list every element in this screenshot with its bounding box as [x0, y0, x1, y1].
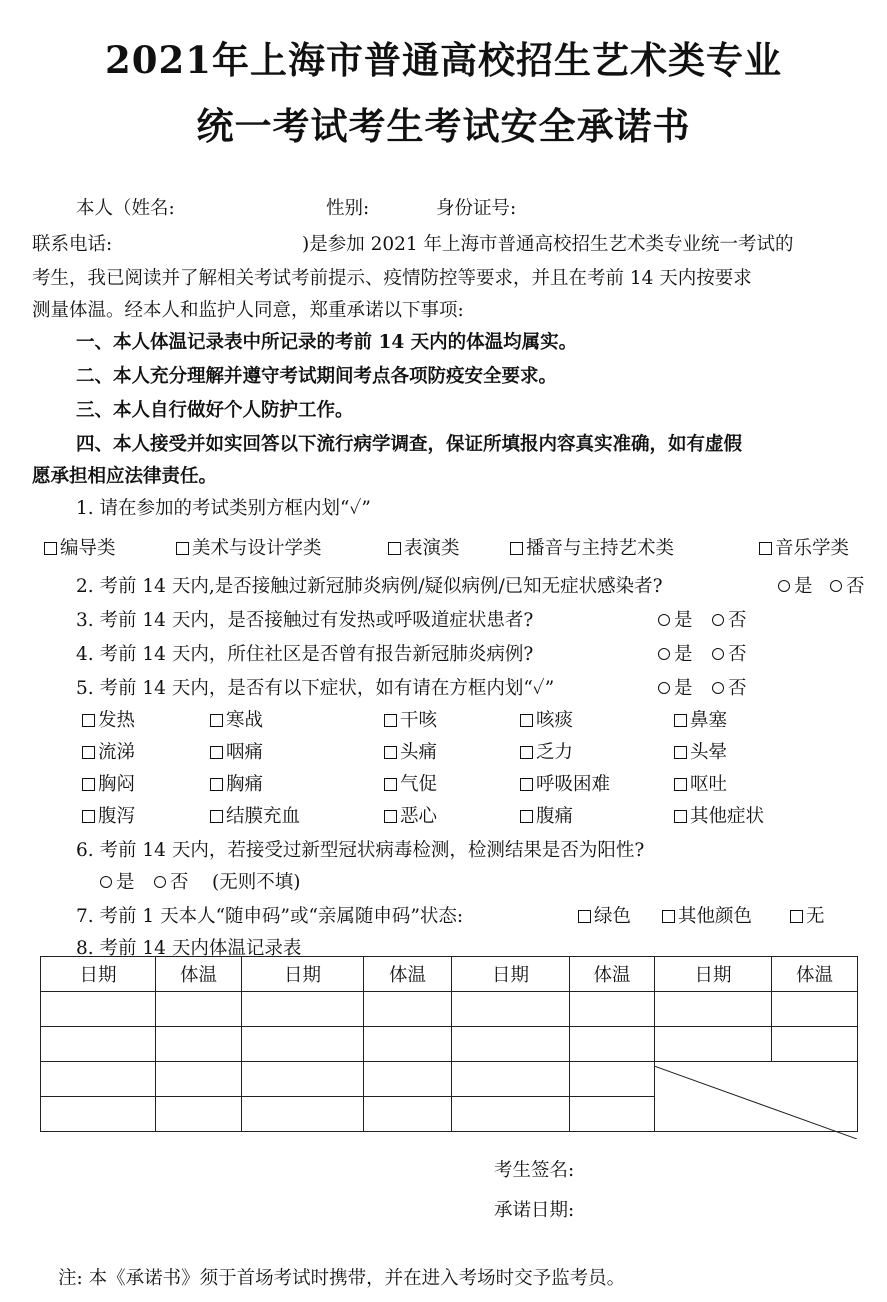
table-cell[interactable] [452, 1062, 570, 1097]
checkbox-icon[interactable] [674, 778, 687, 791]
checkbox-icon[interactable] [44, 542, 57, 555]
intro-line-2: )是参加 2021 年上海市普通高校招生艺术类专业统一考试的 [302, 234, 794, 255]
radio-icon[interactable] [658, 682, 670, 694]
table-cell[interactable] [655, 992, 772, 1027]
checkbox-icon[interactable] [520, 778, 533, 791]
symptom-option[interactable]: 乏力 [520, 738, 573, 764]
table-cell[interactable] [452, 1027, 570, 1062]
checkbox-icon[interactable] [674, 746, 687, 759]
checkbox-icon[interactable] [520, 714, 533, 727]
table-row [41, 1027, 858, 1062]
table-cell[interactable] [452, 1097, 570, 1132]
col-header-temp: 体温 [364, 957, 452, 992]
symptom-option[interactable]: 结膜充血 [210, 802, 300, 828]
checkbox-icon[interactable] [520, 746, 533, 759]
table-cell[interactable] [156, 1062, 242, 1097]
col-header-date: 日期 [452, 957, 570, 992]
health-code-option[interactable]: 其他颜色 [662, 902, 752, 928]
checkbox-icon[interactable] [82, 810, 95, 823]
q4-yes-option[interactable]: 是 [658, 640, 693, 666]
checkbox-icon[interactable] [520, 810, 533, 823]
symptom-option[interactable]: 发热 [82, 706, 135, 732]
radio-icon[interactable] [830, 580, 842, 592]
checkbox-icon[interactable] [790, 910, 803, 923]
col-header-temp: 体温 [772, 957, 858, 992]
checkbox-icon[interactable] [759, 542, 772, 555]
table-cell[interactable] [772, 1027, 858, 1062]
col-header-date: 日期 [242, 957, 364, 992]
symptom-option[interactable]: 头晕 [674, 738, 727, 764]
checkbox-icon[interactable] [384, 810, 397, 823]
table-cell[interactable] [364, 992, 452, 1027]
question-3: 3. 考前 14 天内，是否接触过有发热或呼吸道症状患者? [76, 610, 534, 631]
q6-no-option[interactable]: 否 [154, 868, 189, 894]
symptom-option[interactable]: 恶心 [384, 802, 437, 828]
radio-icon[interactable] [658, 648, 670, 660]
table-cell[interactable] [570, 1027, 655, 1062]
table-cell[interactable] [41, 992, 156, 1027]
radio-icon[interactable] [712, 648, 724, 660]
radio-icon[interactable] [712, 614, 724, 626]
symptom-option[interactable]: 寒战 [210, 706, 263, 732]
q3-no-option[interactable]: 否 [712, 606, 747, 632]
intro-line-4: 测量体温。经本人和监护人同意，郑重承诺以下事项: [32, 300, 464, 321]
radio-icon[interactable] [154, 876, 166, 888]
q2-no-option[interactable]: 否 [830, 572, 865, 598]
title-line-1: 2021年上海市普通高校招生艺术类专业 [105, 38, 782, 82]
table-cell[interactable] [41, 1062, 156, 1097]
pledge-3: 三、本人自行做好个人防护工作。 [76, 400, 354, 421]
radio-icon[interactable] [778, 580, 790, 592]
symptom-option[interactable]: 腹泻 [82, 802, 135, 828]
checkbox-icon[interactable] [674, 810, 687, 823]
checkbox-icon[interactable] [384, 778, 397, 791]
table-cell[interactable] [156, 1027, 242, 1062]
question-6: 6. 考前 14 天内，若接受过新型冠状病毒检测，检测结果是否为阳性? [76, 840, 645, 861]
pledge-4: 四、本人接受并如实回答以下流行病学调查，保证所填报内容真实准确，如有虚假 [76, 434, 743, 455]
col-header-date: 日期 [41, 957, 156, 992]
table-cell[interactable] [242, 992, 364, 1027]
question-5: 5. 考前 14 天内，是否有以下症状，如有请在方框内划“✓” [76, 678, 555, 699]
symptom-option[interactable]: 其他症状 [674, 802, 764, 828]
checkbox-icon[interactable] [210, 714, 223, 727]
question-4: 4. 考前 14 天内，所住社区是否曾有报告新冠肺炎病例? [76, 644, 534, 665]
q4-no-option[interactable]: 否 [712, 640, 747, 666]
table-cell[interactable] [242, 1062, 364, 1097]
health-code-option[interactable]: 绿色 [578, 902, 631, 928]
table-cell[interactable] [242, 1027, 364, 1062]
col-header-temp: 体温 [570, 957, 655, 992]
checkbox-icon[interactable] [82, 714, 95, 727]
checkbox-icon[interactable] [210, 746, 223, 759]
symptom-option[interactable]: 腹痛 [520, 802, 573, 828]
table-cell[interactable] [364, 1097, 452, 1132]
q6-yes-option[interactable]: 是 [100, 868, 135, 894]
signature-label: 考生签名: [494, 1160, 575, 1181]
q5-no-option[interactable]: 否 [712, 674, 747, 700]
pledge-date-label: 承诺日期: [494, 1200, 575, 1221]
symptom-option[interactable]: 呼吸困难 [520, 770, 610, 796]
pledge-4-cont: 愿承担相应法律责任。 [32, 466, 218, 487]
symptom-option[interactable]: 呕吐 [674, 770, 727, 796]
pledge-2: 二、本人充分理解并遵守考试期间考点各项防疫安全要求。 [76, 366, 558, 387]
table-row [41, 992, 858, 1027]
id-number-label: 身份证号: [436, 198, 517, 219]
table-cell[interactable] [41, 1097, 156, 1132]
symptom-option[interactable]: 鼻塞 [674, 706, 727, 732]
phone-label: 联系电话: [32, 234, 113, 255]
intro-line-3: 考生，我已阅读并了解相关考试考前提示、疫情防控等要求，并且在考前 14 天内按要求 [32, 268, 752, 289]
checkbox-icon[interactable] [510, 542, 523, 555]
radio-icon[interactable] [658, 614, 670, 626]
table-cell[interactable] [452, 992, 570, 1027]
checkbox-icon[interactable] [578, 910, 591, 923]
pledge-1: 一、本人体温记录表中所记录的考前 14 天内的体温均属实。 [76, 332, 578, 353]
symptom-option[interactable]: 胸闷 [82, 770, 135, 796]
table-cell[interactable] [772, 992, 858, 1027]
table-cell[interactable] [156, 1097, 242, 1132]
symptom-option[interactable]: 胸痛 [210, 770, 263, 796]
symptom-option[interactable]: 头痛 [384, 738, 437, 764]
table-cell[interactable] [570, 1062, 655, 1097]
q2-yes-option[interactable]: 是 [778, 572, 813, 598]
checkbox-icon[interactable] [388, 542, 401, 555]
table-cell[interactable] [364, 1027, 452, 1062]
q5-yes-option[interactable]: 是 [658, 674, 693, 700]
question-1: 1. 请在参加的考试类别方框内划“✓” [76, 498, 371, 519]
diagonal-strike-line [654, 1066, 857, 1139]
checkbox-icon[interactable] [662, 910, 675, 923]
table-cell[interactable] [570, 1097, 655, 1132]
exam-category-option[interactable]: 播音与主持艺术类 [510, 534, 674, 560]
question-8: 8. 考前 14 天内体温记录表 [76, 938, 302, 959]
checkbox-icon[interactable] [82, 746, 95, 759]
health-code-option[interactable]: 无 [790, 902, 825, 928]
col-header-date: 日期 [655, 957, 772, 992]
radio-icon[interactable] [712, 682, 724, 694]
checkbox-icon[interactable] [384, 746, 397, 759]
title-line-2: 统一考试考生考试安全承诺书 [196, 104, 691, 148]
table-header-row [41, 957, 858, 992]
checkbox-icon[interactable] [674, 714, 687, 727]
table-cell[interactable] [242, 1097, 364, 1132]
gender-label: 性别: [326, 198, 370, 219]
checkbox-icon[interactable] [210, 810, 223, 823]
symptom-option[interactable]: 气促 [384, 770, 437, 796]
checkbox-icon[interactable] [384, 714, 397, 727]
symptom-option[interactable]: 咳痰 [520, 706, 573, 732]
radio-icon[interactable] [100, 876, 112, 888]
col-header-temp: 体温 [156, 957, 242, 992]
q6-note: (无则不填) [212, 872, 301, 893]
exam-category-option[interactable]: 音乐学类 [759, 534, 849, 560]
symptom-option[interactable]: 流涕 [82, 738, 135, 764]
exam-category-option[interactable]: 表演类 [388, 534, 460, 560]
q3-yes-option[interactable]: 是 [658, 606, 693, 632]
question-2: 2. 考前 14 天内,是否接触过新冠肺炎病例/疑似病例/已知无症状感染者? [76, 576, 663, 597]
symptom-option[interactable]: 咽痛 [210, 738, 263, 764]
footnote: 注: 本《承诺书》须于首场考试时携带，并在进入考场时交予监考员。 [58, 1268, 626, 1289]
table-cell[interactable] [655, 1027, 772, 1062]
exam-category-option[interactable]: 美术与设计学类 [176, 534, 322, 560]
exam-category-option[interactable]: 编导类 [44, 534, 116, 560]
symptom-option[interactable]: 干咳 [384, 706, 437, 732]
checkbox-icon[interactable] [210, 778, 223, 791]
question-7: 7. 考前 1 天本人“随申码”或“亲属随申码”状态: [76, 906, 464, 927]
table-cell[interactable] [364, 1062, 452, 1097]
name-label: 本人（姓名: [76, 198, 175, 219]
table-cell[interactable] [41, 1027, 156, 1062]
checkbox-icon[interactable] [82, 778, 95, 791]
table-cell[interactable] [156, 992, 242, 1027]
table-cell[interactable] [570, 992, 655, 1027]
checkbox-icon[interactable] [176, 542, 189, 555]
